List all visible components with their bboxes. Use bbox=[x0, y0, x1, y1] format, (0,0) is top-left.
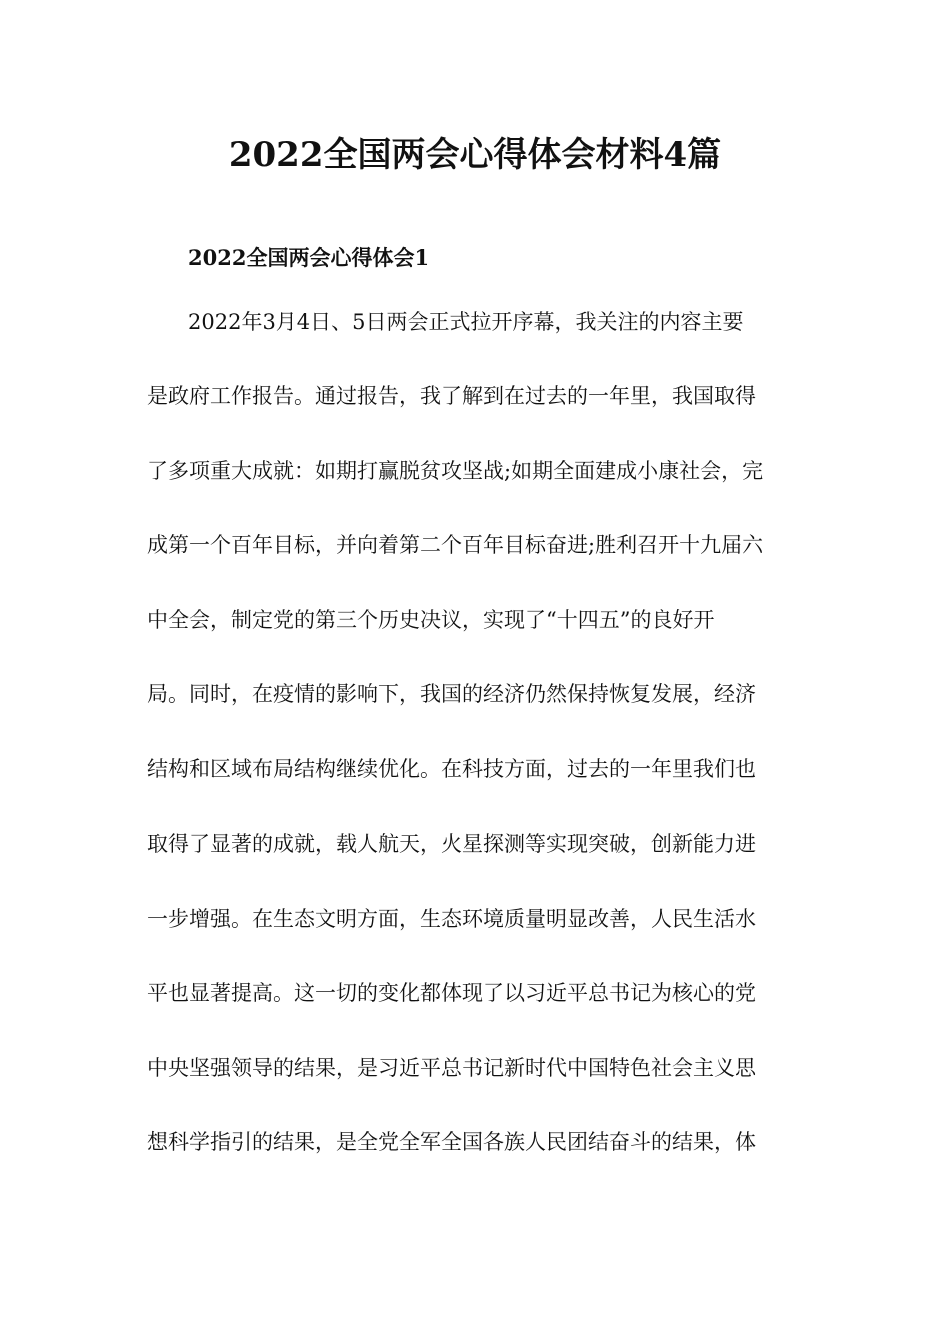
paragraph-line: 成第一个百年目标，并向着第二个百年目标奋进;胜利召开十九届六 bbox=[147, 533, 764, 557]
paragraph-line: 结构和区域布局结构继续优化。在科技方面，过去的一年里我们也 bbox=[147, 757, 756, 781]
paragraph-line: 取得了显著的成就，载人航天，火星探测等实现突破，创新能力进 bbox=[147, 832, 756, 856]
paragraph-line: 平也显著提高。这一切的变化都体现了以习近平总书记为核心的党 bbox=[147, 981, 756, 1005]
section-heading: 2022全国两会心得体会1 bbox=[188, 245, 430, 270]
paragraph-line: 中央坚强领导的结果，是习近平总书记新时代中国特色社会主义思 bbox=[147, 1056, 756, 1080]
document-title: 2022全国两会心得体会材料4篇 bbox=[228, 135, 722, 175]
paragraph-line: 是政府工作报告。通过报告，我了解到在过去的一年里，我国取得 bbox=[147, 384, 756, 408]
paragraph-line: 局。同时，在疫情的影响下，我国的经济仍然保持恢复发展，经济 bbox=[147, 682, 756, 706]
paragraph-line: 中全会，制定党的第三个历史决议，实现了“十四五”的良好开 bbox=[147, 608, 715, 632]
paragraph-line: 了多项重大成就：如期打赢脱贫攻坚战;如期全面建成小康社会，完 bbox=[147, 459, 764, 483]
paragraph-line: 2022年3月4日、5日两会正式拉开序幕，我关注的内容主要 bbox=[188, 310, 744, 334]
paragraph-line: 想科学指引的结果，是全党全军全国各族人民团结奋斗的结果，体 bbox=[147, 1130, 756, 1154]
paragraph-line: 一步增强。在生态文明方面，生态环境质量明显改善，人民生活水 bbox=[147, 907, 756, 931]
